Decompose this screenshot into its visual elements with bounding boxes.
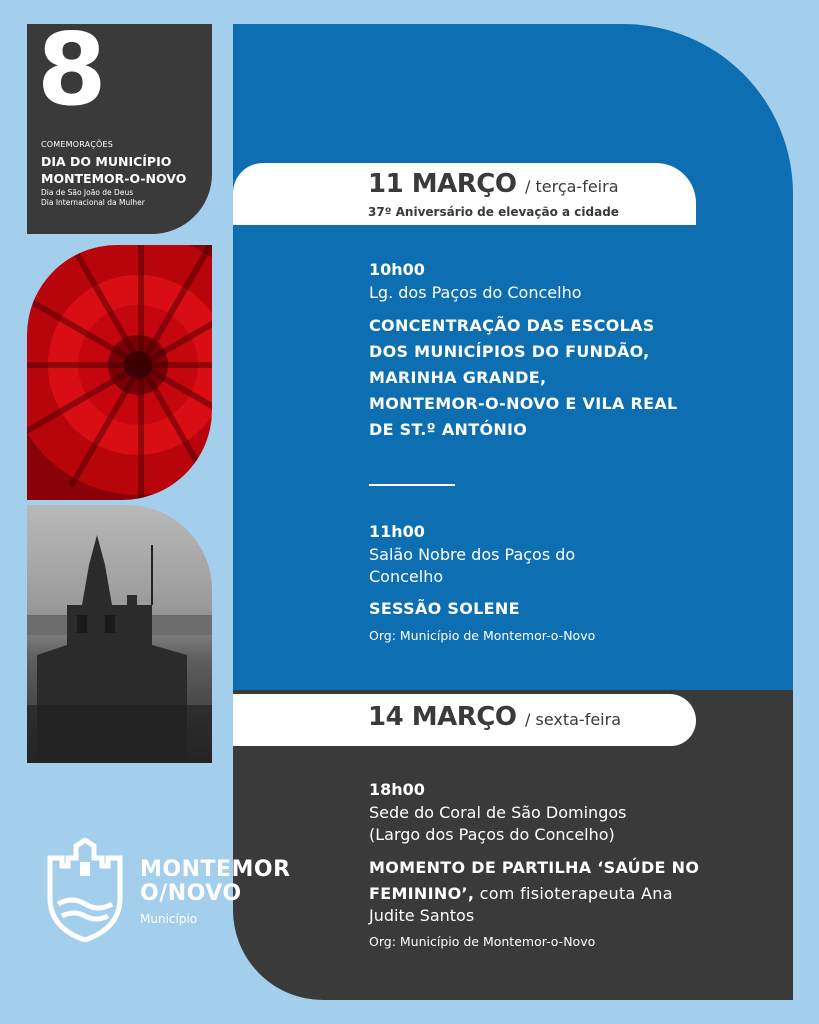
flower-photo <box>27 245 212 500</box>
event-title-line: SESSÃO SOLENE <box>369 599 520 618</box>
edition-number: 8 <box>37 11 107 128</box>
event-place: Concelho <box>369 567 444 586</box>
event-place: Lg. dos Paços do Concelho <box>369 283 582 302</box>
event-title-line: MONTEMOR-O-NOVO E VILA REAL <box>369 394 678 413</box>
event-title-line: MARINHA GRANDE, <box>369 368 547 387</box>
logo-text-line3: Município <box>140 912 198 926</box>
event-organizer: Org: Município de Montemor-o-Novo <box>369 934 596 949</box>
logo-text-line2: O/NOVO <box>140 881 242 906</box>
header-subtitle-line2: Dia Internacional da Mulher <box>41 198 145 207</box>
header-title-line1: DIA DO MUNICÍPIO <box>41 154 172 169</box>
date-banner-day1 <box>233 163 696 225</box>
date-banner-day2 <box>233 694 696 746</box>
event-organizer: Org: Município de Montemor-o-Novo <box>369 628 596 643</box>
anniversary-note: 37º Aniversário de elevação a cidade <box>368 205 619 219</box>
weekday-day1: / terça-feira <box>525 177 619 196</box>
event-title-normal: com fisioterapeuta Ana <box>474 884 673 903</box>
event-time: 18h00 <box>369 780 425 799</box>
event-title-line: MOMENTO DE PARTILHA ‘SAÚDE NO <box>369 858 700 877</box>
event-place: Salão Nobre dos Paços do <box>369 545 576 564</box>
event-title-bold: FEMININO’, <box>369 884 475 903</box>
header-kicker: COMEMORAÇÕES <box>41 140 114 149</box>
date-day1: 11 MARÇO <box>368 169 517 199</box>
event-place: Sede do Coral de São Domingos <box>369 803 627 822</box>
event-title-line: DOS MUNICÍPIOS DO FUNDÃO, <box>369 342 650 361</box>
event-title-line: CONCENTRAÇÃO DAS ESCOLAS <box>369 316 655 335</box>
event-time: 10h00 <box>369 260 425 279</box>
header-subtitle-line1: Dia de São João de Deus <box>41 188 134 197</box>
event-time: 11h00 <box>369 522 425 541</box>
event-title-line2 <box>369 881 673 907</box>
header-title-line2: MONTEMOR-O-NOVO <box>41 171 187 186</box>
event-place: (Largo dos Paços do Concelho) <box>369 825 615 844</box>
divider <box>369 484 455 486</box>
event-title-line3: Judite Santos <box>369 906 475 925</box>
header-box <box>27 11 212 234</box>
municipality-shield-icon <box>44 838 126 942</box>
weekday-day2: / sexta-feira <box>525 710 621 729</box>
event-title-line: DE ST.º ANTÓNIO <box>369 420 528 439</box>
date-day2: 14 MARÇO <box>368 702 517 732</box>
logo-text-line1: MONTEMOR <box>140 857 291 882</box>
castle-photo <box>27 505 212 763</box>
